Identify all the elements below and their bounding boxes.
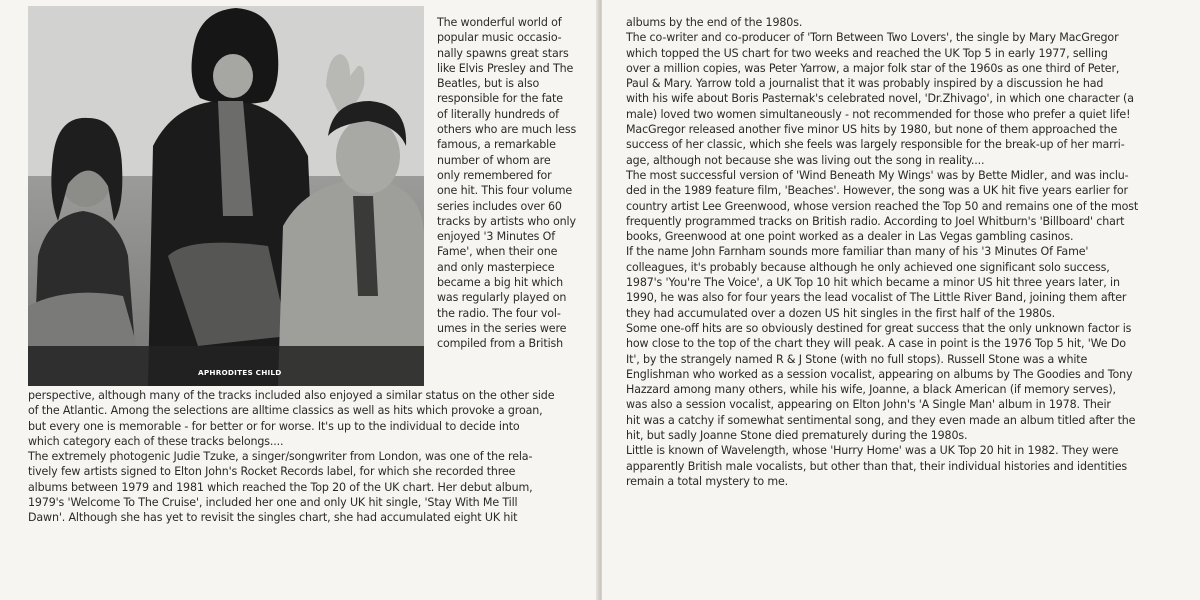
text-line: apparently British male vocalists, but other than that, their individual histories and identities: [626, 459, 1128, 473]
intro-column: [437, 15, 577, 352]
photo-caption: APHRODITES CHILD: [198, 368, 282, 377]
text-line: tracks by artists who only: [437, 214, 576, 228]
text-line: albums between 1979 and 1981 which reached the Top 20 of the UK chart. Her debut album,: [28, 480, 533, 494]
text-line: MacGregor released another five minor US hits by 1980, but none of them approached the: [626, 123, 1118, 137]
text-line: number of whom are: [437, 153, 551, 167]
text-line: with his wife about Boris Pasternak's celebrated novel, 'Dr.Zhivago', in which one character (a: [626, 92, 1134, 106]
text-line: 1987's 'You're The Voice', a UK Top 10 hit which became a minor US hit three years later, in: [626, 276, 1120, 290]
text-line: Little is known of Wavelength, whose 'Hurry Home' was a UK Top 20 hit in 1982. They were: [626, 444, 1119, 458]
text-line: famous, a remarkable: [437, 138, 556, 152]
text-line: but every one is memorable - for better or for worse. It's up to the individual to decide into: [28, 419, 520, 433]
text-line: The wonderful world of: [437, 16, 562, 29]
text-line: the radio. The four vol-: [437, 306, 561, 320]
text-line: frequently programmed tracks on British radio. According to Joel Whitburn's 'Billboard' chart: [626, 214, 1125, 228]
text-line: one hit. This four volume: [437, 184, 573, 198]
text-line: The co-writer and co-producer of 'Torn Between Two Lovers', the single by Mary MacGregor: [626, 31, 1119, 45]
text-line: male) loved two women simultaneously - not recommended for those who prefer a quiet life!: [626, 107, 1131, 121]
text-line: Englishman who worked as a session vocalist, appearing on albums by The Goodies and Tony: [626, 367, 1133, 381]
text-line: hit was a catchy if somewhat sentimental song, and they even made an album titled after the: [626, 413, 1136, 427]
text-line: compiled from a British: [437, 337, 564, 351]
text-line: 1979's 'Welcome To The Cruise', included her one and only UK hit single, 'Stay With Me Till: [28, 496, 518, 510]
text-line: umes in the series were: [437, 321, 567, 335]
text-line: only remembered for: [437, 168, 552, 182]
text-line: they had accumulated over a dozen US hit singles in the first half of the 1980s.: [626, 306, 1056, 320]
text-line: success of her classic, which she feels was largely responsible for the break-up of her marri-: [626, 138, 1125, 152]
right-page: [602, 0, 1200, 600]
text-line: of literally hundreds of: [437, 107, 559, 121]
text-line: The most successful version of 'Wind Beneath My Wings' was by Bette Midler, and was inclu-: [626, 168, 1129, 182]
text-line: was regularly played on: [437, 291, 567, 305]
text-line: perspective, although many of the tracks included also enjoyed a similar status on the other side: [28, 389, 555, 402]
text-line: which topped the US chart for two weeks and reached the UK Top 5 in early 1977, selling: [626, 46, 1108, 60]
text-line: responsible for the fate: [437, 92, 563, 106]
left-body-text: [28, 388, 582, 526]
text-line: nally spawns great stars: [437, 46, 569, 60]
text-line: like Elvis Presley and The: [437, 61, 574, 75]
text-line: over a million copies, was Peter Yarrow, a major folk star of the 1960s as one third of Peter,: [626, 61, 1120, 75]
text-line: It', by the strangely named R & J Stone (with no full stops). Russell Stone was a white: [626, 352, 1088, 366]
text-line: country artist Lee Greenwood, whose version reached the Top 50 and remains one of the most: [626, 199, 1139, 213]
text-line: enjoyed '3 Minutes Of: [437, 230, 556, 244]
text-line: ded in the 1989 feature film, 'Beaches'. However, the song was a UK hit five years earlier for: [626, 184, 1128, 198]
text-line: of the Atlantic. Among the selections are alltime classics as well as hits which provoke a groan,: [28, 404, 543, 418]
text-line: The extremely photogenic Judie Tzuke, a singer/songwriter from London, was one of the rela-: [28, 450, 533, 464]
text-line: which category each of these tracks belongs....: [28, 434, 284, 448]
band-photo-image: [28, 6, 424, 386]
text-line: popular music occasio-: [437, 31, 562, 45]
band-photo: [28, 6, 424, 386]
text-line: age, although not because she was living out the song in reality....: [626, 153, 985, 167]
text-line: If the name John Farnham sounds more familiar than many of his '3 Minutes Of Fame': [626, 245, 1089, 259]
text-line: Some one-off hits are so obviously destined for great success that the only unknown factor is: [626, 321, 1132, 335]
text-line: was also a session vocalist, appearing on Elton John's 'A Single Man' album in 1978. Their: [626, 398, 1111, 412]
text-line: how close to the top of the chart they will peak. A case in point is the 1976 Top 5 hit, 'We Do: [626, 337, 1126, 351]
text-line: colleagues, it's probably because although he only achieved one significant solo success,: [626, 260, 1110, 274]
text-line: and only masterpiece: [437, 260, 555, 274]
text-line: series includes over 60: [437, 199, 562, 213]
text-line: tively few artists signed to Elton John's Rocket Records label, for which she recorded three: [28, 465, 516, 479]
text-line: albums by the end of the 1980s.: [626, 16, 803, 29]
text-line: Dawn'. Although she has yet to revisit the singles chart, she had accumulated eight UK hit: [28, 511, 518, 525]
text-line: Beatles, but is also: [437, 77, 540, 91]
right-body-text: [626, 15, 1178, 489]
text-line: Paul & Mary. Yarrow told a journalist that it was probably inspired by a discussion he had: [626, 77, 1104, 91]
text-line: hit, but sadly Joanne Stone died prematurely during the 1980s.: [626, 429, 968, 443]
text-line: remain a total mystery to me.: [626, 474, 789, 488]
text-line: Fame', when their one: [437, 245, 558, 259]
text-line: books, Greenwood at one point worked as a dealer in Las Vegas gambling casinos.: [626, 230, 1074, 244]
text-line: became a big hit which: [437, 276, 563, 290]
text-line: Hazzard among many others, while his wife, Joanne, a black American (if memory serves),: [626, 383, 1116, 397]
text-line: 1990, he was also for four years the lead vocalist of The Little River Band, joining them after: [626, 291, 1127, 305]
text-line: others who are much less: [437, 123, 577, 137]
